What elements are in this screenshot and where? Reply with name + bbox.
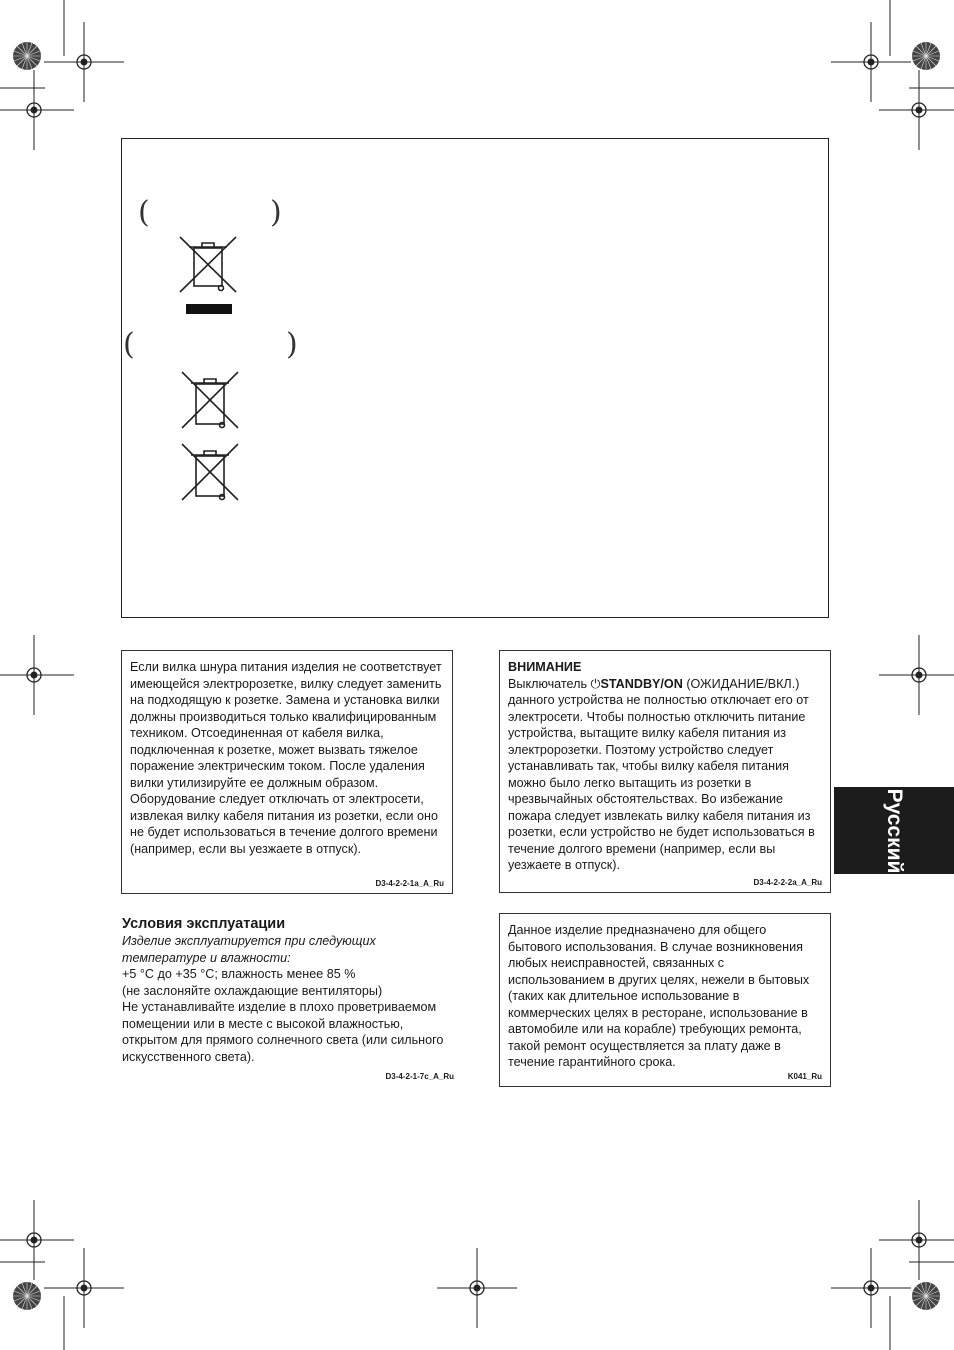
caution-text: данного устройства не полностью отключает его от электросети. Чтобы полностью отключить питание устройства, вытащите вилку кабеля питания из электророзетки. Поэтому устройство следует устанавливать так, чтобы вилку кабеля питания можно было легко вытащить из розетки в чрезвычайных обстоятельствах. Во избежание пожара следует извлекать вилку кабеля питания из розетки, если устройство не будет использоваться в течение долгого времени (например, если вы уезжаете в отпуск). (508, 693, 815, 872)
caution-box (499, 650, 831, 893)
bracket-close-1: ) (270, 195, 282, 230)
operating-italic: Изделие эксплуатируется при следующих температуре и влажности: (122, 934, 376, 965)
plug-notice-box (121, 650, 453, 894)
operating-text: Не устанавливайте изделие в плохо проветриваемом помещении или в месте с высокой влажностью, открытом для прямого солнечного света (или сильного искусственного света). (122, 1000, 444, 1064)
caution-switch-line (508, 676, 822, 693)
weee-bin-icon (180, 442, 242, 504)
caution-line-prefix: Выключатель (508, 676, 591, 691)
bracket-open-1: ( (138, 195, 150, 230)
household-text: Данное изделие предназначено для общего бытового использования. В случае возникновения любых неисправностей, связанных с использованием в других целях, нежели в бытовых (таких как длительное использование в коммерческих целях в ресторане, использование в автомобиле или на корабле) требующих ремонта, такой ремонт осуществляется за плату даже в течение гарантийного срока. (508, 923, 810, 1069)
household-use-box (499, 913, 831, 1087)
operating-line-2: (не заслоняйте охлаждающие вентиляторы) (122, 983, 383, 998)
caution-heading: ВНИМАНИЕ (508, 660, 582, 674)
operating-code: D3-4-2-1-7c_A_Ru (385, 1072, 454, 1081)
caution-switch-suffix: (ОЖИДАНИЕ/ВКЛ.) (682, 676, 800, 691)
operating-line-1: +5 °C до +35 °C; влажность менее 85 % (122, 967, 356, 981)
household-code: K041_Ru (787, 1072, 822, 1081)
plug-notice-text: Если вилка шнура питания изделия не соответствует имеющейся электророзетке, вилку следует заменить на подходящую к розетке. Замена и установка вилки должны производиться только квалифицированным техником. Отсоединенная от кабеля вилка, подключенная к розетке, может вызвать тяжелое поражение электрическим током. После удаления вилки утилизируйте ее должным образом. Оборудование следует отключать от электросети, извлекая вилку кабеля питания из розетки, если оно не будет использоваться в течение долгого времени (например, если вы уезжаете в отпуск). (130, 660, 442, 856)
operating-heading: Условия эксплуатации (122, 916, 286, 932)
weee-bin-with-bar-icon (178, 234, 240, 318)
weee-bin-icon (180, 370, 242, 432)
standby-on-label: STANDBY/ON (600, 676, 683, 691)
bracket-open-2: ( (123, 327, 135, 362)
caution-code: D3-4-2-2-2a_A_Ru (753, 878, 822, 887)
bracket-close-2: ) (286, 327, 298, 362)
plug-notice-code: D3-4-2-2-1a_A_Ru (375, 879, 444, 888)
operating-conditions (122, 915, 458, 1086)
power-icon: ⏻ (590, 676, 601, 691)
language-tab (834, 787, 954, 874)
language-tab-label: Русский (883, 788, 906, 873)
